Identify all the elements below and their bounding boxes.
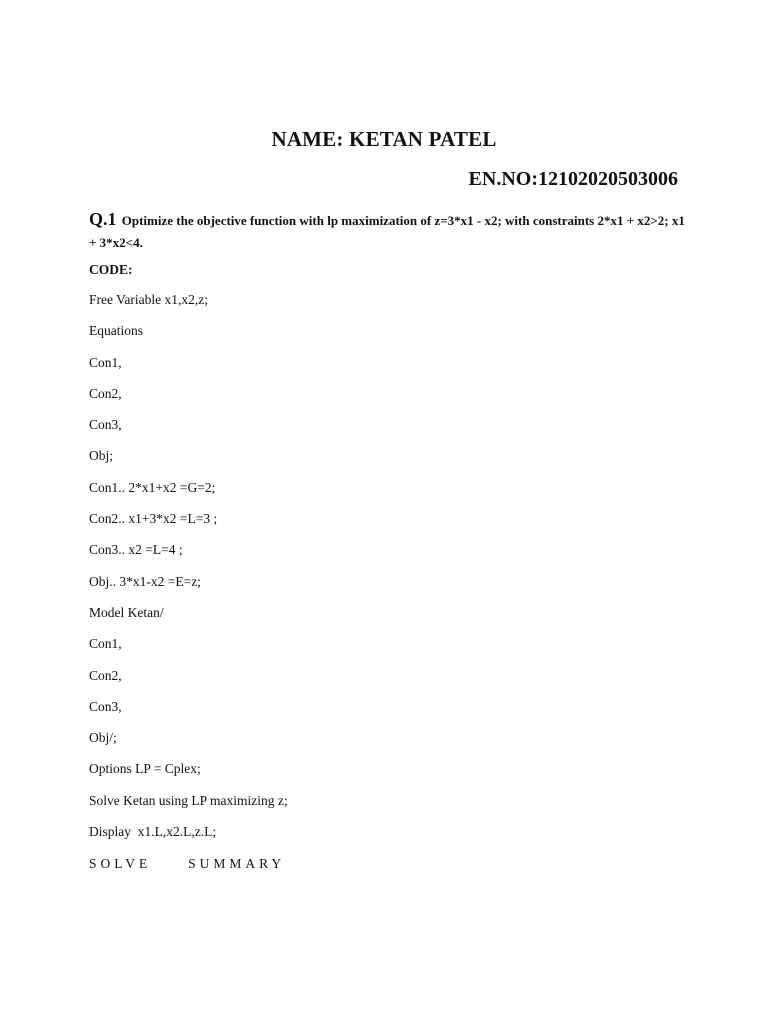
code-label: CODE:: [89, 262, 133, 277]
code-line: Con3,: [89, 698, 122, 714]
code-line: Con2.. x1+3*x2 =L=3 ;: [89, 511, 218, 527]
code-line: Display x1.L,x2.L,z.L;: [89, 824, 217, 840]
code-line: Con1,: [89, 636, 122, 652]
code-line: Equations: [89, 323, 143, 339]
code-line: Con2,: [89, 385, 122, 401]
code-line: Solve Ketan using LP maximizing z;: [89, 792, 288, 808]
code-line: Con1.. 2*x1+x2 =G=2;: [89, 479, 216, 495]
code-line: Con2,: [89, 667, 122, 683]
code-line: Obj/;: [89, 730, 117, 746]
code-line: Options LP = Cplex;: [89, 761, 201, 777]
code-line: Con3.. x2 =L=4 ;: [89, 542, 183, 558]
code-line: Con1,: [89, 354, 122, 370]
code-line: Obj;: [89, 448, 114, 464]
code-line: Model Ketan/: [89, 604, 164, 620]
question-number: Q.1: [89, 209, 117, 229]
code-line: Obj.. 3*x1-x2 =E=z;: [89, 573, 201, 589]
code-line: Free Variable x1,x2,z;: [89, 292, 208, 307]
solve-summary-heading: SOLVE SUMMARY: [89, 856, 286, 871]
question-block: [89, 208, 689, 254]
student-name: NAME: KETAN PATEL: [271, 127, 497, 151]
enrollment-number: EN.NO:12102020503006: [468, 168, 678, 190]
code-block: [89, 289, 288, 852]
question-text: Optimize the objective function with lp maximization of z=3*x1 - x2; with constraints 2*x1 + x2>2; x1 + 3*x2<4.: [89, 213, 685, 250]
code-line: Con3,: [89, 417, 122, 433]
